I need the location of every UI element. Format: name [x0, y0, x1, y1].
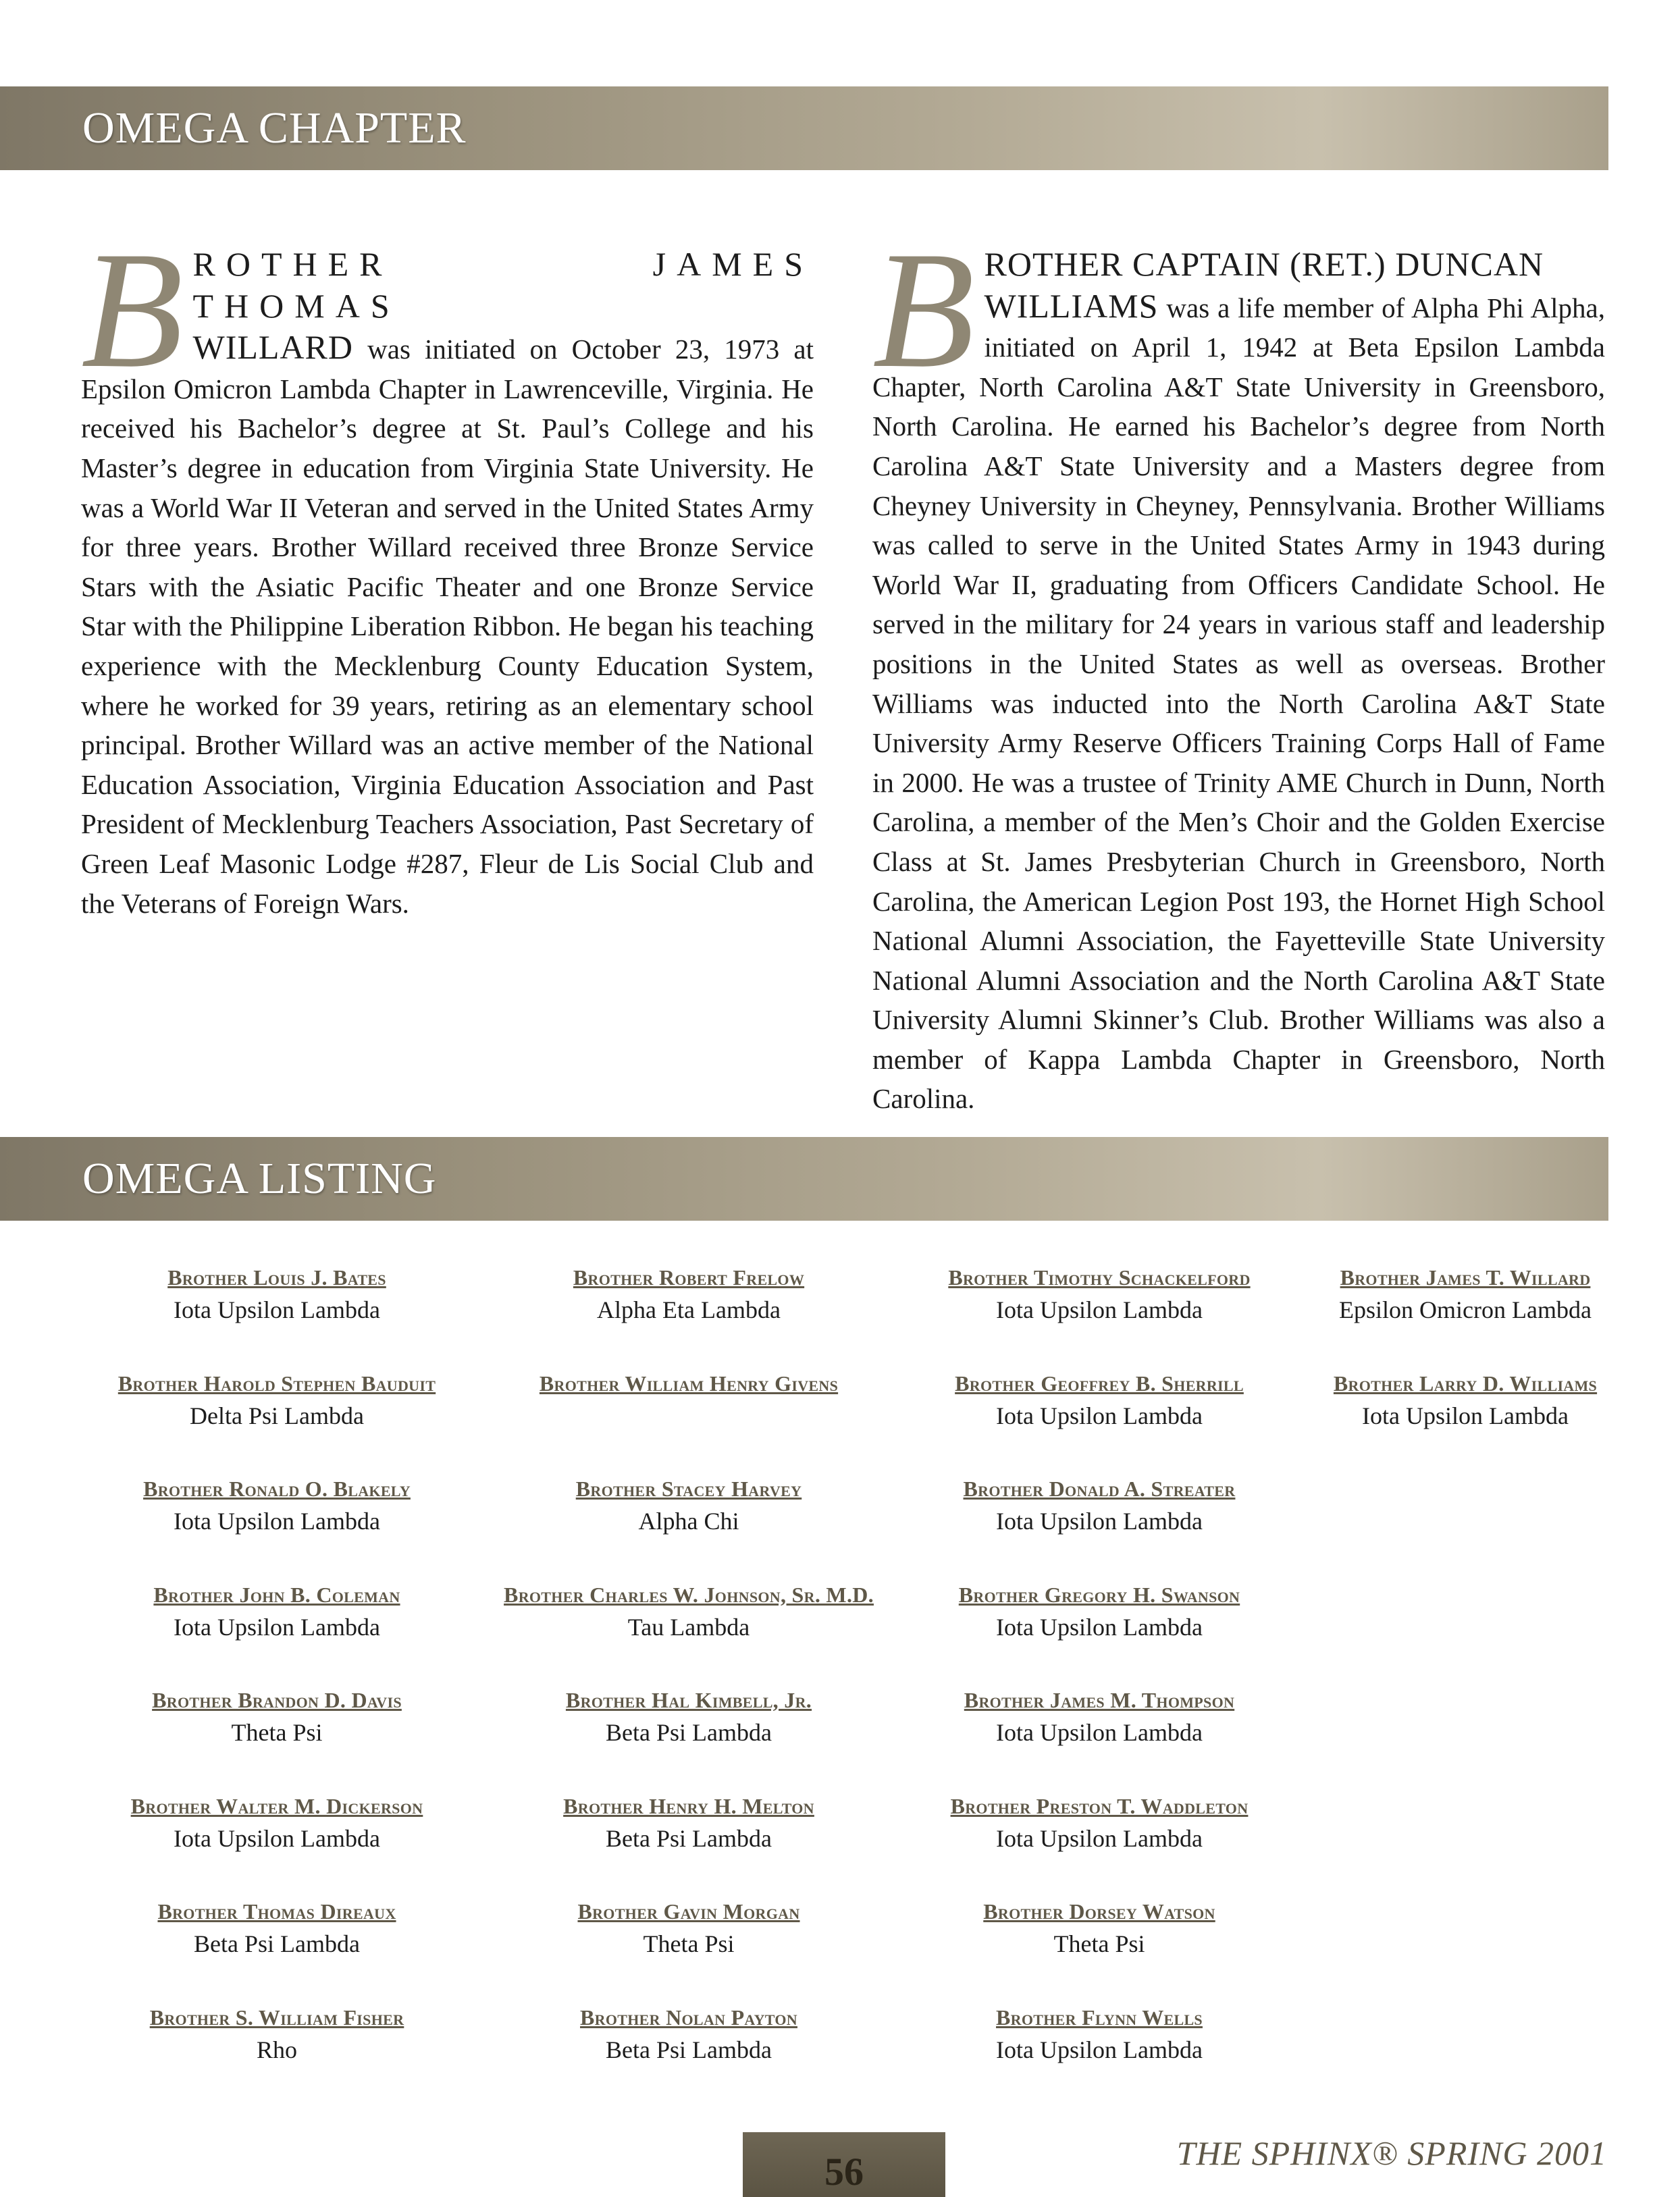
entry-chapter: Epsilon Omicron Lambda	[1339, 1296, 1592, 1323]
list-item	[910, 1371, 1288, 1477]
list-item	[88, 1688, 466, 1794]
entry-chapter: Beta Psi Lambda	[606, 2036, 772, 2063]
omega-chapter-title: OMEGA CHAPTER	[82, 103, 467, 153]
entry-chapter: Theta Psi	[643, 1930, 735, 1957]
list-item	[500, 1899, 878, 2005]
entry-name: Brother Gavin Morgan	[577, 1899, 800, 1924]
entry-name: Brother James M. Thompson	[964, 1688, 1235, 1712]
bio-name-line-1: ROTHER JAMES THOMAS	[192, 245, 814, 325]
entry-chapter: Iota Upsilon Lambda	[174, 1824, 380, 1852]
entry-chapter: Beta Psi Lambda	[194, 1930, 360, 1957]
list-item	[88, 1265, 466, 1371]
list-item	[500, 1583, 878, 1689]
list-item	[910, 1583, 1288, 1689]
entry-chapter: Theta Psi	[1053, 1930, 1145, 1957]
entry-chapter: Iota Upsilon Lambda	[174, 1508, 380, 1535]
entry-name: Brother Walter M. Dickerson	[130, 1793, 423, 1818]
list-item	[910, 1265, 1288, 1371]
entry-chapter: Iota Upsilon Lambda	[1362, 1402, 1569, 1429]
entry-chapter: Iota Upsilon Lambda	[996, 1508, 1203, 1535]
page-number-box	[743, 2132, 945, 2197]
entry-name: Brother Henry H. Melton	[563, 1793, 814, 1818]
list-item	[88, 1371, 466, 1477]
entry-chapter: Alpha Chi	[638, 1508, 739, 1535]
page-number: 56	[824, 2150, 864, 2194]
entry-name: Brother Hal Kimbell, Jr.	[565, 1688, 812, 1712]
omega-chapter-banner	[0, 86, 1608, 170]
entry-chapter: Theta Psi	[231, 1719, 323, 1746]
list-item	[500, 1265, 878, 1371]
entry-name: Brother Larry D. Williams	[1333, 1371, 1598, 1396]
entry-chapter: Iota Upsilon Lambda	[174, 1613, 380, 1641]
entry-name: Brother Nolan Payton	[580, 2005, 797, 2030]
entry-name: Brother James T. Willard	[1340, 1265, 1591, 1290]
list-item	[500, 1794, 878, 1900]
entry-chapter: Iota Upsilon Lambda	[996, 1402, 1203, 1429]
bio-name-line-1: ROTHER CAPTAIN (RET.) DUNCAN	[984, 245, 1544, 283]
entry-name: Brother Geoffrey B. Sherrill	[955, 1371, 1244, 1396]
list-item	[1276, 1265, 1654, 1371]
list-item	[88, 2005, 466, 2111]
list-item	[88, 1583, 466, 1689]
omega-listing-banner	[0, 1137, 1608, 1221]
list-item	[910, 1899, 1288, 2005]
listing-column-4	[1276, 1265, 1654, 1477]
entry-chapter: Rho	[256, 2036, 297, 2063]
entry-name: Brother Ronald O. Blakely	[143, 1477, 411, 1501]
list-item	[500, 1688, 878, 1794]
entry-name: Brother Robert Frelow	[573, 1265, 805, 1290]
entry-chapter: Iota Upsilon Lambda	[996, 1719, 1203, 1746]
list-item	[88, 1794, 466, 1900]
entry-chapter: Alpha Eta Lambda	[597, 1296, 781, 1323]
bio-text: was initiated on October 23, 1973 at Epsilon Omicron Lambda Chapter in Lawrenceville, Virginia. He received his Bachelor’s degree at St. Paul’s College and his Master’s degree in education from Virginia State University. He was a World War II Veteran and served in the United States Army for three years. Brother Willard received three Bronze Service Stars with the Asiatic Pacific Theater and one Bronze Service Star with the Philippine Liberation Ribbon. He began his teaching experience with the Mecklenburg County Education System, where he worked for 39 years, retiring as an elementary school principal. Brother Willard was an active member of the National Education Association, Virginia Education Association and Past President of Mecklenburg Teachers Association, Past Secretary of Green Leaf Masonic Lodge #287, Fleur de Lis Social Club and the Veterans of Foreign Wars.	[81, 334, 814, 919]
list-item	[1276, 1371, 1654, 1477]
entry-name: Brother Stacey Harvey	[575, 1477, 802, 1501]
entry-chapter: Iota Upsilon Lambda	[996, 1613, 1203, 1641]
entry-chapter: Iota Upsilon Lambda	[174, 1296, 380, 1323]
list-item	[500, 1371, 878, 1477]
bio-name-line-2: WILLARD	[192, 328, 353, 367]
list-item	[910, 1688, 1288, 1794]
entry-name: Brother Dorsey Watson	[983, 1899, 1215, 1924]
entry-chapter: Iota Upsilon Lambda	[996, 1824, 1203, 1852]
entry-name: Brother Timothy Schackelford	[948, 1265, 1251, 1290]
entry-name: Brother Brandon D. Davis	[152, 1688, 402, 1712]
entry-name: Brother Preston T. Waddleton	[950, 1793, 1249, 1818]
listing-column-2	[500, 1265, 878, 2111]
entry-chapter: Delta Psi Lambda	[190, 1402, 364, 1429]
list-item	[500, 1477, 878, 1583]
listing-column-1	[88, 1265, 466, 2111]
entry-name: Brother Gregory H. Swanson	[958, 1582, 1240, 1607]
drop-cap-initial: B	[872, 217, 975, 402]
entry-chapter: Beta Psi Lambda	[606, 1824, 772, 1852]
bio-james-thomas-willard	[81, 217, 814, 923]
entry-name: Brother Harold Stephen Bauduit	[117, 1371, 436, 1396]
entry-name: Brother John B. Coleman	[153, 1582, 400, 1607]
entry-chapter: Beta Psi Lambda	[606, 1719, 772, 1746]
publication-footer: THE SPHINX® SPRING 2001	[1176, 2134, 1607, 2172]
entry-chapter: Iota Upsilon Lambda	[996, 1296, 1203, 1323]
entry-name: Brother Donald A. Streater	[963, 1477, 1236, 1501]
bio-duncan-williams	[872, 217, 1605, 1119]
list-item	[500, 2005, 878, 2111]
list-item	[910, 2005, 1288, 2111]
entry-chapter: Tau Lambda	[627, 1613, 750, 1641]
list-item	[910, 1477, 1288, 1583]
entry-name: Brother Thomas Direaux	[157, 1899, 396, 1924]
list-item	[88, 1477, 466, 1583]
entry-name: Brother William Henry Givens	[539, 1371, 839, 1396]
entry-name: Brother Louis J. Bates	[167, 1265, 386, 1290]
list-item	[88, 1899, 466, 2005]
drop-cap-initial: B	[81, 217, 184, 402]
bio-text: was a life member of Alpha Phi Alpha, initiated on April 1, 1942 at Beta Epsilon Lambda Chapter, North Carolina A&T State University in Greensboro, North Carolina. He earned his Bachelor’s degree from North Carolina A&T State University and a Masters degree from Cheyney University in Cheyney, Pennsylvania. Brother Williams was called to serve in the United States Army in 1943 during World War II, graduating from Officers Candidate School. He served in the military for 24 years in various staff and leadership positions in the United States as well as overseas. Brother Williams was inducted into the North Carolina A&T State University Army Reserve Officers Training Corps Hall of Fame in 2000. He was a trustee of Trinity AME Church in Dunn, North Carolina, a member of the Men’s Choir and the Golden Exercise Class at St. James Presbyterian Church in Greensboro, North Carolina, the American Legion Post 193, the Hornet High School National Alumni Association, the Fayetteville State University National Alumni Association and the North Carolina A&T State University Alumni Skinner’s Club. Brother Williams was also a member of Kappa Lambda Chapter in Greensboro, North Carolina.	[872, 292, 1605, 1115]
entry-name: Brother Charles W. Johnson, Sr. M.D.	[504, 1582, 874, 1607]
list-item	[910, 1794, 1288, 1900]
entry-name: Brother Flynn Wells	[996, 2005, 1203, 2030]
entry-chapter: Iota Upsilon Lambda	[996, 2036, 1203, 2063]
bio-name-line-2: WILLIAMS	[984, 286, 1159, 325]
entry-name: Brother S. William Fisher	[149, 2005, 404, 2030]
omega-listing-title: OMEGA LISTING	[82, 1154, 437, 1203]
listing-column-3	[910, 1265, 1288, 2111]
